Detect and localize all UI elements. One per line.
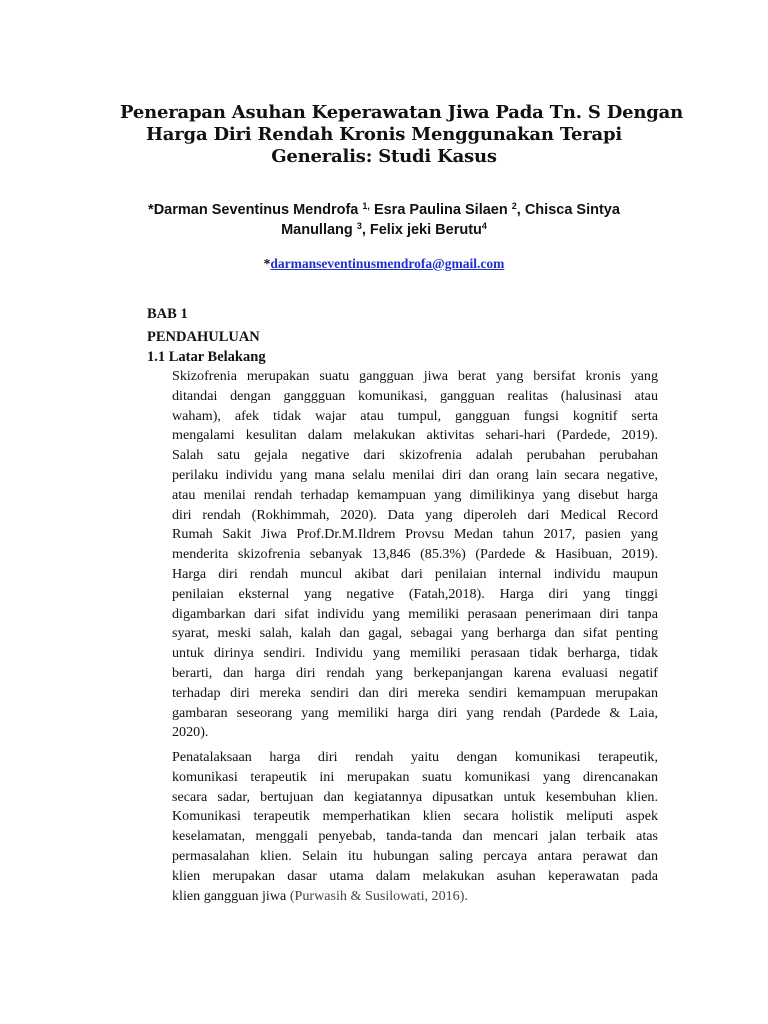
paragraph-1 <box>172 367 658 743</box>
text-line <box>172 887 658 907</box>
text-line: Salah satu gejala negative dari skizofrenia adalah perubahan perubahan <box>172 447 658 464</box>
text-fragment: klien gangguan jiwa <box>172 887 290 904</box>
text-line: berarti, dan harga diri rendah yang berkepanjangan karena evaluasi negatif <box>172 664 658 681</box>
text-line: perilaku individu yang mana selalu menilai diri dan orang lain secara negative, <box>172 466 658 483</box>
citation: (Purwasih & Susilowati, 2016). <box>289 887 468 904</box>
subsection-heading: 1.1 Latar Belakang <box>147 349 266 365</box>
text-line: diri rendah (Rokhimmah, 2020). Data yang diperoleh dari Medical Record <box>172 506 658 523</box>
author-affiliation: 2 <box>511 201 517 211</box>
author-name: , Chisca Sintya <box>516 202 620 218</box>
author-name: Manullang <box>281 222 353 238</box>
text-line: digambarkan dari sifat individu yang memiliki perasaan penerimaan diri tanpa <box>172 605 658 622</box>
text-line: mengalami kesulitan dalam melakukan aktivitas sehari-hari (Pardede, 2019). <box>172 427 658 444</box>
author-affiliation: 3 <box>356 221 362 231</box>
text-line: syarat, meski salah, kalah dan gagal, sebagai yang berharga dan sifat penting <box>172 625 658 642</box>
text-line: terhadap diri mereka sendiri dan diri mereka sendiri kemampuan merupakan <box>172 684 658 701</box>
author-affiliation: 4 <box>481 221 487 231</box>
title-line: Generalis: Studi Kasus <box>271 146 497 167</box>
text-line: gambaran seseorang yang memiliki harga diri yang rendah (Pardede & Laia, <box>172 704 658 721</box>
text-line: Skizofrenia merupakan suatu gangguan jiwa berat yang bersifat kronis yang <box>172 368 658 384</box>
author-line-2 <box>110 220 658 240</box>
text-line: Komunikasi terapeutik memperhatikan klien secara holistik meliputi aspek <box>172 808 658 825</box>
chapter-title: PENDAHULUAN <box>147 329 260 345</box>
author-list <box>110 200 658 240</box>
text-line: atau menilai rendah terhadap kemampuan yang dimilikinya yang disebut harga <box>172 486 658 503</box>
text-line: menderita skizofrenia sebanyak 13,846 (85.3%) (Pardede & Hasibuan, 2019). <box>172 546 658 563</box>
text-line: untuk dirinya sendiri. Individu yang memiliki perasaan tidak berharga, tidak <box>172 645 658 662</box>
email-prefix: * <box>263 256 271 271</box>
title-line: Penerapan Asuhan Keperawatan Jiwa Pada Tn. S Dengan <box>120 102 684 123</box>
text-line: secara sadar, bertujuan dan kegiatannya dipusatkan untuk kesembuhan klien. <box>172 788 658 805</box>
author-name: Esra Paulina Silaen <box>373 202 508 218</box>
text-line: Harga diri rendah muncul akibat dari penilaian internal individu maupun <box>172 565 658 582</box>
text-line: 2020). <box>172 724 209 741</box>
author-affiliation: 1, <box>362 201 370 211</box>
title-line: Harga Diri Rendah Kronis Menggunakan Terapi <box>146 124 622 145</box>
text-line: klien merupakan dasar utama dalam melakukan asuhan keperawatan pada <box>172 867 658 884</box>
chapter-number: BAB 1 <box>147 306 188 322</box>
email-link[interactable]: darmanseventinusmendrofa@gmail.com <box>270 256 505 271</box>
text-line: permasalahan klien. Selain itu hubungan saling percaya antara perawat dan <box>172 847 658 864</box>
text-line: ditandai dengan ganggguan komunikasi, gangguan realitas (halusinasi atau <box>172 387 658 404</box>
text-line: komunikasi terapeutik ini merupakan suatu komunikasi yang direncanakan <box>172 768 658 785</box>
author-name: *Darman Seventinus Mendrofa <box>148 202 359 218</box>
author-line-1 <box>110 200 658 220</box>
text-line: Penatalaksaan harga diri rendah yaitu dengan komunikasi terapeutik, <box>172 749 658 765</box>
text-line: waham), afek tidak wajar atau tumpul, gangguan fungsi kognitif serta <box>172 407 658 424</box>
text-line: Rumah Sakit Jiwa Prof.Dr.M.Ildrem Provsu Medan tahun 2017, pasien yang <box>172 526 658 543</box>
author-name: , Felix jeki Berutu <box>361 222 482 238</box>
paragraph-2 <box>172 748 658 906</box>
text-line: keselamatan, menggali penyebab, tanda-tanda dan mencari jalan terbaik atas <box>172 828 658 845</box>
paper-title <box>120 102 684 168</box>
corresponding-email <box>110 256 658 272</box>
text-line: penilaian eksternal yang negative (Fatah,2018). Harga diri yang tinggi <box>172 585 658 602</box>
